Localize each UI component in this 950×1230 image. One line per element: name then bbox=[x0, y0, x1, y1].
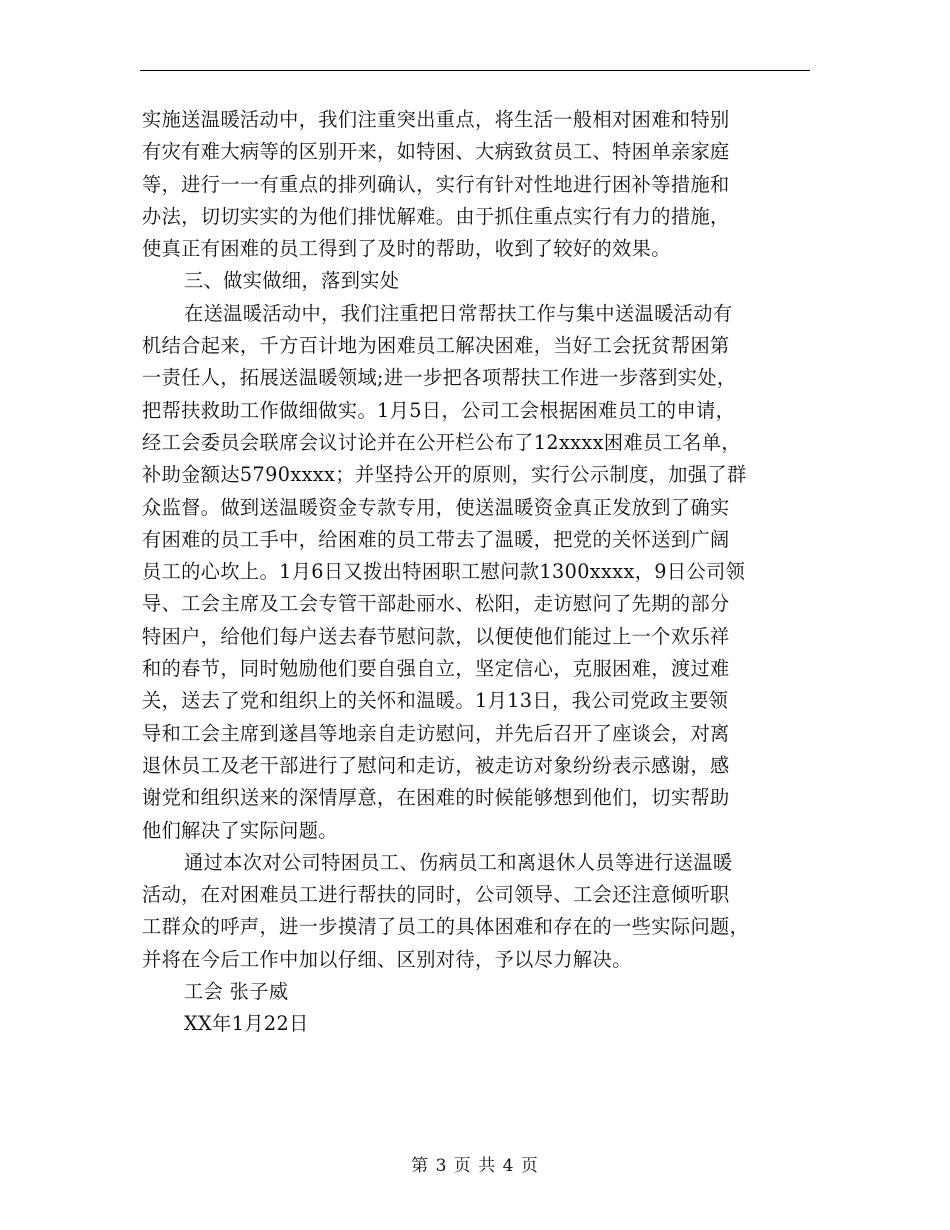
signature-author bbox=[142, 976, 814, 1008]
text-line: 导和工会主席到遂昌等地亲自走访慰问，并先后召开了座谈会，对离 bbox=[142, 721, 730, 745]
text-line: 关，送去了党和组织上的关怀和温暖。1月13日，我公司党政主要领 bbox=[142, 689, 729, 713]
text-line: 活动，在对困难员工进行帮扶的同时，公司领导、工会还注意倾听职 bbox=[142, 883, 730, 907]
text-line: 工群众的呼声，进一步摸清了员工的具体困难和存在的一些实际问题， bbox=[142, 915, 750, 939]
text-line: 通过本次对公司特困员工、伤病员工和离退休人员等进行送温暖 bbox=[184, 850, 733, 874]
text-line: 把帮扶救助工作做细做实。1月5日，公司工会根据困难员工的申请， bbox=[142, 398, 736, 422]
section-heading-three bbox=[142, 265, 814, 297]
text-line: 谢党和组织送来的深情厚意，在困难的时候能够想到他们，切实帮助 bbox=[142, 786, 730, 810]
text-line: 员工的心坎上。1月6日又拨出特困职工慰问款1300xxxx，9日公司领 bbox=[142, 560, 746, 584]
header-rule bbox=[140, 70, 810, 71]
paragraph-conclusion bbox=[142, 847, 814, 976]
text-line: 使真正有困难的员工得到了及时的帮助，收到了较好的效果。 bbox=[142, 237, 671, 261]
text-line: 并将在今后工作中加以仔细、区别对待，予以尽力解决。 bbox=[142, 947, 632, 971]
text-line: 退休员工及老干部进行了慰问和走访，被走访对象纷纷表示感谢，感 bbox=[142, 753, 730, 777]
paragraph-implementation bbox=[142, 298, 814, 847]
page-footer: 第 3 页 共 4 页 bbox=[411, 1156, 539, 1176]
text-line: 办法，切切实实的为他们排忧解难。由于抓住重点实行有力的措施， bbox=[142, 204, 730, 228]
text-line: 工会 张子威 bbox=[184, 980, 289, 1004]
paragraph-focus-continuation bbox=[142, 104, 814, 265]
text-line: 有灾有难大病等的区别开来，如特困、大病致贫员工、特困单亲家庭 bbox=[142, 140, 730, 164]
text-line: 特困户，给他们每户送去春节慰问款，以便使他们能过上一个欢乐祥 bbox=[142, 624, 730, 648]
text-line: XX年1月22日 bbox=[184, 1012, 309, 1036]
text-line: 等，进行一一有重点的排列确认，实行有针对性地进行困补等措施和 bbox=[142, 172, 730, 196]
text-line: 他们解决了实际问题。 bbox=[142, 818, 338, 842]
text-line: 有困难的员工手中，给困难的员工带去了温暖，把党的关怀送到广阔 bbox=[142, 527, 730, 551]
text-line: 众监督。做到送温暖资金专款专用，使送温暖资金真正发放到了确实 bbox=[142, 495, 730, 519]
text-line: 机结合起来，千方百计地为困难员工解决困难，当好工会抚贫帮困第 bbox=[142, 334, 730, 358]
text-line: 和的春节，同时勉励他们要自强自立，坚定信心，克服困难，渡过难 bbox=[142, 657, 730, 681]
document-body bbox=[142, 104, 814, 1041]
signature-date bbox=[142, 1008, 814, 1040]
text-line: 三、做实做细，落到实处 bbox=[184, 269, 400, 293]
text-line: 经工会委员会联席会议讨论并在公开栏公布了12xxxx困难员工名单， bbox=[142, 430, 741, 454]
text-line: 实施送温暖活动中，我们注重突出重点，将生活一般相对困难和特别 bbox=[142, 108, 730, 131]
text-line: 在送温暖活动中，我们注重把日常帮扶工作与集中送温暖活动有 bbox=[184, 301, 733, 325]
text-line: 补助金额达5790xxxx；并坚持公开的原则，实行公示制度，加强了群 bbox=[142, 463, 747, 487]
text-line: 一责任人，拓展送温暖领域;进一步把各项帮扶工作进一步落到实处， bbox=[142, 366, 737, 390]
text-line: 导、工会主席及工会专管干部赴丽水、松阳，走访慰问了先期的部分 bbox=[142, 592, 730, 616]
